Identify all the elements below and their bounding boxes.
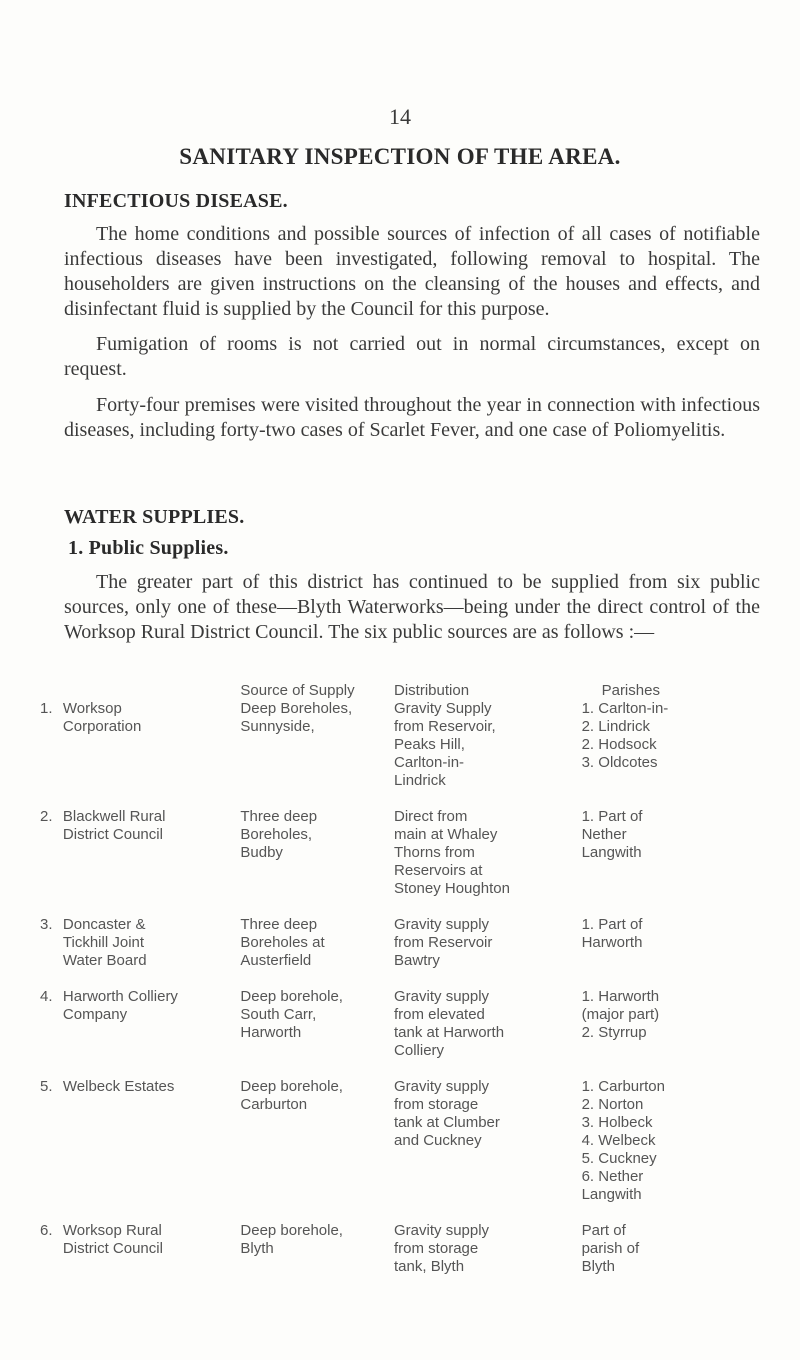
distribution-line: tank at Clumber [394, 1114, 500, 1131]
parishes-line: parish of [581, 1240, 640, 1257]
distribution-line: tank, Blyth [394, 1258, 465, 1275]
table-header-row [40, 682, 780, 700]
page-number: 14 [389, 104, 411, 129]
cell-source [240, 700, 394, 808]
parishes-line: Blyth [581, 1258, 615, 1275]
table-row [40, 1078, 780, 1222]
water-paragraph: The greater part of this district has continued to be supplied from six public sources, only one of these—Blyth Waterworks—being under the direct control of the Worksop Rural District Council. The six public sources are as follows :— [64, 571, 760, 643]
distribution-line: from Reservoir, [394, 718, 496, 735]
cell-name [63, 700, 240, 808]
table-row [40, 808, 780, 916]
parishes-line: 2. Styrrup [581, 1024, 647, 1041]
row-number: 2. [40, 808, 53, 825]
cell-source [240, 988, 394, 1078]
name-line: Doncaster & [62, 916, 146, 933]
parishes-line: Part of [581, 1222, 626, 1239]
source-line: Harworth [240, 1024, 302, 1041]
distribution-line: tank at Harworth [394, 1024, 505, 1041]
parishes-line: 2. Lindrick [581, 718, 650, 735]
name-line: District Council [62, 1240, 163, 1257]
table-row [40, 1222, 780, 1294]
water-sources-table [40, 682, 780, 1294]
source-line: Three deep [240, 808, 318, 825]
cell-name [63, 1078, 240, 1222]
name-line: Harworth Colliery [62, 988, 178, 1005]
cell-source [240, 1078, 394, 1222]
parishes-line: 1. Carlton-in- [581, 700, 669, 717]
distribution-line: Gravity supply [394, 988, 490, 1005]
distribution-line: Lindrick [394, 772, 446, 789]
cell-parishes [572, 1222, 780, 1294]
header-source: Source of Supply [240, 682, 355, 699]
parishes-line: 1. Part of [581, 916, 643, 933]
cell-parishes [572, 988, 780, 1078]
cell-name [63, 808, 240, 916]
source-line: Boreholes, [240, 826, 313, 843]
cell-distribution [394, 916, 572, 988]
source-line: Deep borehole, [240, 988, 343, 1005]
parishes-line: Langwith [581, 844, 642, 861]
distribution-line: Thorns from [394, 844, 475, 861]
source-line: Carburton [240, 1096, 308, 1113]
cell-distribution [394, 700, 572, 808]
distribution-line: Bawtry [394, 952, 440, 969]
cell-distribution [394, 988, 572, 1078]
infectious-paragraph-1: The home conditions and possible sources of infection of all cases of notifiable infectious diseases have been investigated, following removal to hospital. The householders are given instructions on the cleansing of the houses and effects, and disinfectant fluid is supplied by the Council for this purpose. [64, 223, 760, 320]
public-supplies-subheading: 1. Public Supplies. [68, 537, 229, 559]
source-line: Boreholes at [240, 934, 325, 951]
name-line: District Council [62, 826, 163, 843]
cell-name [63, 916, 240, 988]
distribution-line: Reservoirs at [394, 862, 483, 879]
source-line: Blyth [240, 1240, 274, 1257]
name-line: Worksop Rural [62, 1222, 162, 1239]
distribution-line: Gravity Supply [394, 700, 492, 717]
name-line: Welbeck Estates [62, 1078, 175, 1095]
parishes-line: 2. Hodsock [581, 736, 657, 753]
cell-source [240, 916, 394, 988]
source-line: South Carr, [240, 1006, 317, 1023]
row-number: 5. [40, 1078, 53, 1095]
cell-distribution [394, 808, 572, 916]
source-line: Three deep [240, 916, 318, 933]
distribution-line: Peaks Hill, [394, 736, 465, 753]
cell-name [63, 1222, 240, 1294]
source-line: Deep borehole, [240, 1078, 343, 1095]
distribution-line: Direct from [394, 808, 468, 825]
water-supplies-heading: WATER SUPPLIES. [64, 506, 245, 528]
row-number: 6. [40, 1222, 53, 1239]
row-number: 4. [40, 988, 53, 1005]
table-row [40, 916, 780, 988]
parishes-line: (major part) [581, 1006, 660, 1023]
name-line: Corporation [62, 718, 142, 735]
name-line: Water Board [62, 952, 147, 969]
infectious-paragraph-2: Fumigation of rooms is not carried out in normal circumstances, except on request. [64, 333, 760, 380]
header-parishes: Parishes [601, 682, 660, 699]
distribution-line: Colliery [394, 1042, 445, 1059]
parishes-line: 3. Oldcotes [581, 754, 658, 771]
infectious-disease-heading: INFECTIOUS DISEASE. [64, 190, 288, 212]
parishes-line: 5. Cuckney [581, 1150, 657, 1167]
cell-source [240, 1222, 394, 1294]
cell-parishes [572, 700, 780, 808]
header-distribution: Distribution [394, 682, 470, 699]
row-number: 3. [40, 916, 53, 933]
source-line: Austerfield [240, 952, 312, 969]
parishes-line: 6. Nether [581, 1168, 644, 1185]
source-line: Budby [240, 844, 283, 861]
distribution-line: Gravity supply [394, 916, 490, 933]
name-line: Blackwell Rural [62, 808, 166, 825]
cell-distribution [394, 1222, 572, 1294]
page-title: SANITARY INSPECTION OF THE AREA. [179, 144, 621, 169]
parishes-line: 4. Welbeck [581, 1132, 656, 1149]
table-row [40, 988, 780, 1078]
distribution-line: Gravity supply [394, 1222, 490, 1239]
table-row [40, 700, 780, 808]
parishes-line: Langwith [581, 1186, 642, 1203]
cell-name [63, 988, 240, 1078]
name-line: Tickhill Joint [62, 934, 145, 951]
parishes-line: 2. Norton [581, 1096, 644, 1113]
distribution-line: main at Whaley [394, 826, 498, 843]
distribution-line: from storage [394, 1096, 479, 1113]
cell-parishes [572, 1078, 780, 1222]
distribution-line: from Reservoir [394, 934, 493, 951]
row-number: 1. [40, 700, 53, 717]
distribution-line: from elevated [394, 1006, 485, 1023]
distribution-line: Stoney Houghton [394, 880, 510, 897]
name-line: Worksop [62, 700, 122, 717]
parishes-line: Harworth [581, 934, 643, 951]
source-line: Deep borehole, [240, 1222, 343, 1239]
distribution-line: from storage [394, 1240, 479, 1257]
parishes-line: 1. Harworth [581, 988, 660, 1005]
distribution-line: Carlton-in- [394, 754, 465, 771]
cell-parishes [572, 916, 780, 988]
table-body [40, 700, 780, 1294]
cell-parishes [572, 808, 780, 916]
parishes-line: 1. Part of [581, 808, 643, 825]
infectious-paragraph-3: Forty-four premises were visited throughout the year in connection with infectious diseases, including forty-two cases of Scarlet Fever, and one case of Poliomyelitis. [64, 394, 760, 441]
parishes-line: Nether [581, 826, 627, 843]
name-line: Company [62, 1006, 128, 1023]
parishes-line: 3. Holbeck [581, 1114, 653, 1131]
cell-distribution [394, 1078, 572, 1222]
source-line: Deep Boreholes, [240, 700, 353, 717]
cell-source [240, 808, 394, 916]
distribution-line: Gravity supply [394, 1078, 490, 1095]
distribution-line: and Cuckney [394, 1132, 482, 1149]
source-line: Sunnyside, [240, 718, 315, 735]
parishes-line: 1. Carburton [581, 1078, 665, 1095]
